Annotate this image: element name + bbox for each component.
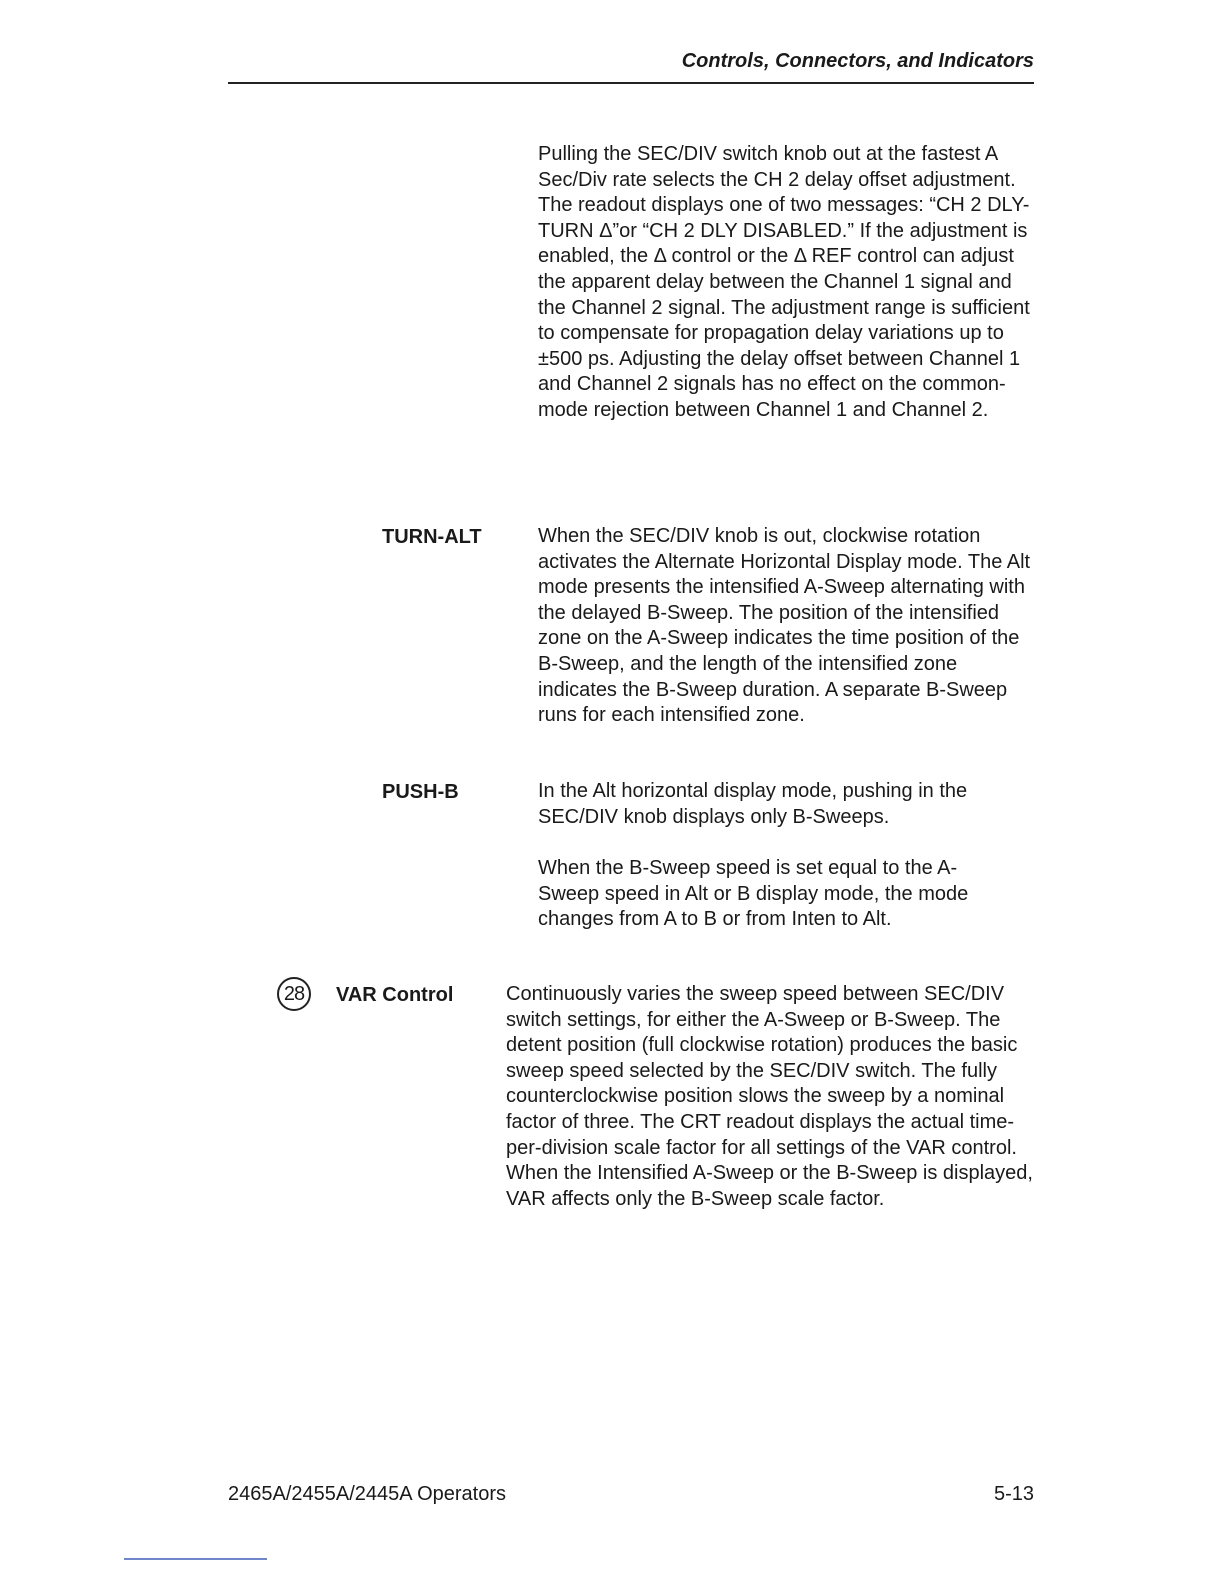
page-corner-link-underline — [124, 1558, 267, 1560]
var-control-description: Continuously varies the sweep speed between SEC/DIV switch settings, for either the A-Sweep or B-Sweep. The detent position (full clockwise rotation) produces the basic sweep speed selected by the SEC/DIV switch. The fully counterclockwise position slows the sweep by a nominal factor of three. The CRT readout displays the actual time-per-division scale factor for all settings of the VAR control. When the Intensified A-Sweep or the B-Sweep is displayed, VAR affects only the B-Sweep scale factor. — [506, 983, 1033, 1210]
page-header-title: Controls, Connectors, and Indicators — [681, 50, 1034, 72]
footer-manual-title: 2465A/2455A/2445A Operators — [228, 1483, 506, 1505]
push-b-label: PUSH-B — [382, 781, 459, 803]
push-b-description: In the Alt horizontal display mode, pushing in the SEC/DIV knob displays only B-Sweeps. — [538, 780, 968, 828]
header-divider — [228, 82, 1034, 84]
push-b-note: When the B-Sweep speed is set equal to the A-Sweep speed in Alt or B display mode, the mode changes from A to B or from Inten to Alt. — [538, 857, 969, 931]
callout-number-28: 28 — [277, 977, 311, 1011]
intro-paragraph: Pulling the SEC/DIV switch knob out at the fastest A Sec/Div rate selects the CH 2 delay offset adjustment. The readout displays one of two messages: “CH 2 DLY-TURN Δ”or “CH 2 DLY DISABLED.” If the adjustment is enabled, the Δ control or the Δ REF control can adjust the apparent delay between the Channel 1 signal and the Channel 2 signal. The adjustment range is sufficient to compensate for propagation delay variations up to ±500 ps. Adjusting the delay offset between Channel 1 and Channel 2 signals has no effect on the common-mode rejection between Channel 1 and Channel 2. — [538, 143, 1030, 421]
turn-alt-description: When the SEC/DIV knob is out, clockwise rotation activates the Alternate Horizontal Display mode. The Alt mode presents the intensified A-Sweep alternating with the delayed B-Sweep. The position of the intensified zone on the A-Sweep indicates the time position of the B-Sweep, and the length of the intensified zone indicates the B-Sweep duration. A separate B-Sweep runs for each intensified zone. — [538, 525, 1031, 727]
footer-page-number: 5-13 — [993, 1483, 1034, 1505]
turn-alt-label: TURN-ALT — [382, 526, 482, 548]
var-control-label: VAR Control — [336, 984, 454, 1006]
